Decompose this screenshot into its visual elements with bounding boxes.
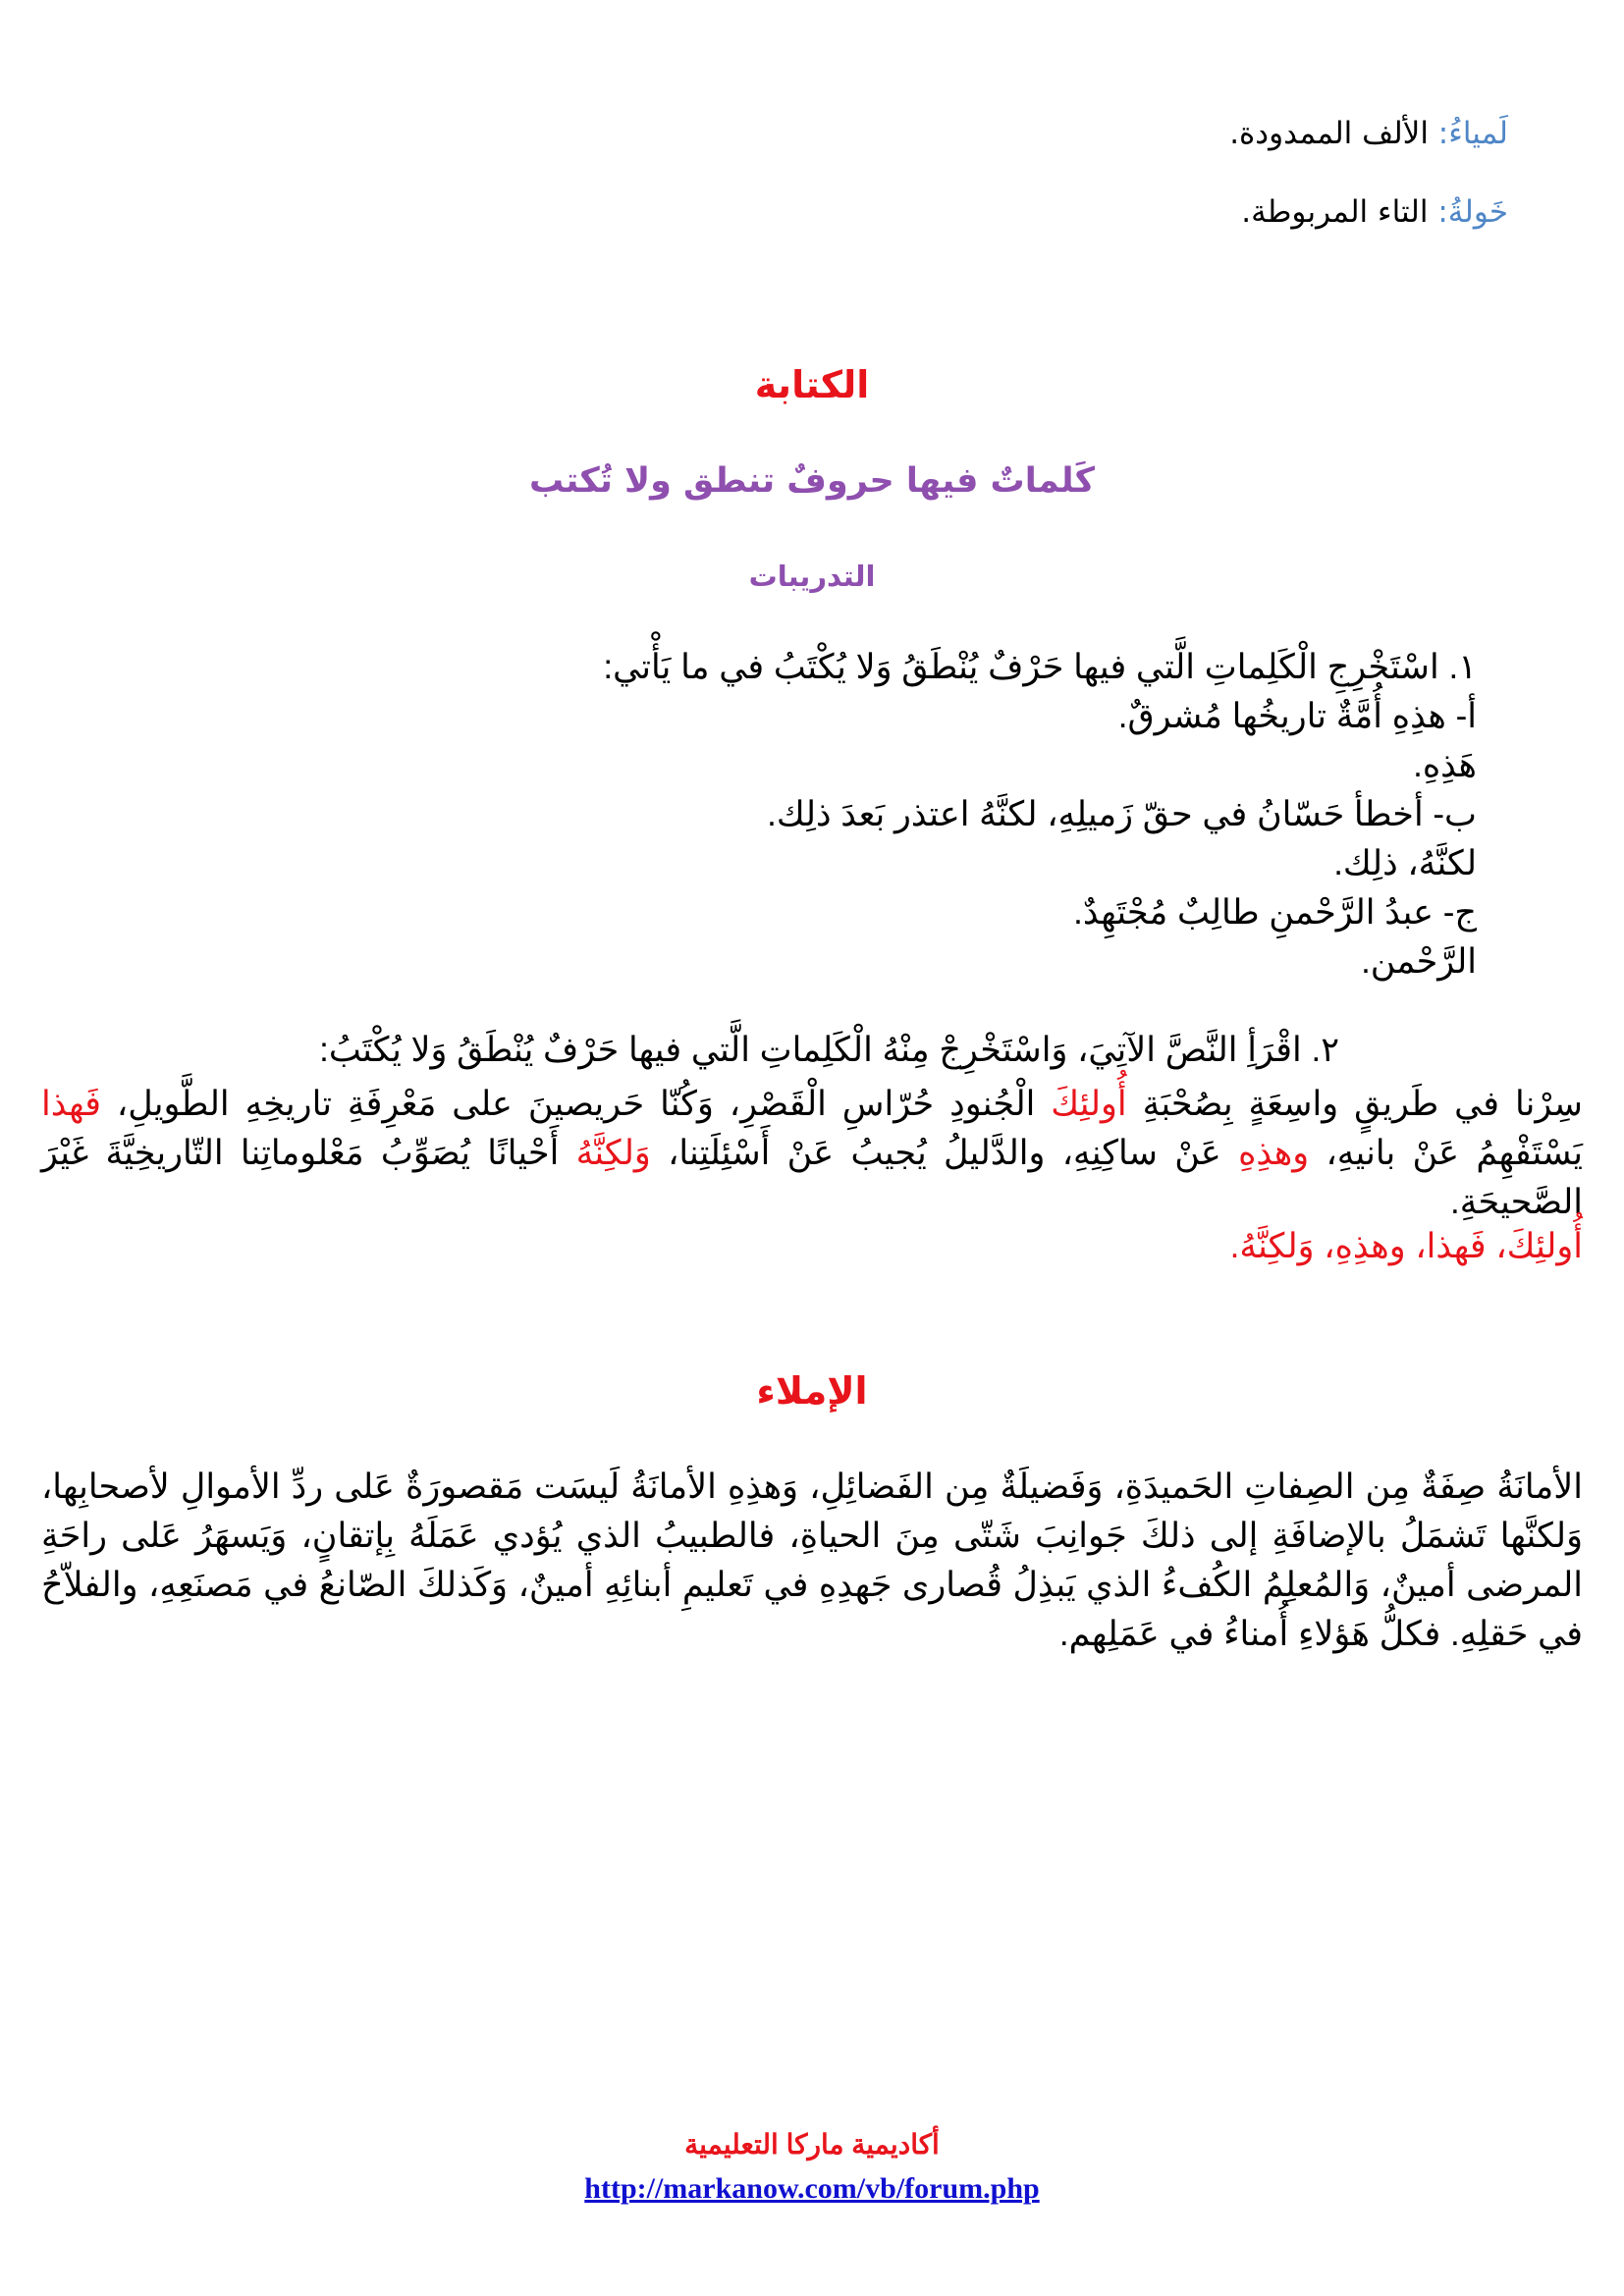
q2-passage-part-3: يَسْتَفْهِمُ عَنْ بانيهِ، <box>1309 1134 1583 1172</box>
q2-highlight-word-4: وَلكِنَّهُ <box>575 1134 651 1172</box>
q2-passage-part-4: عَنْ ساكِنِهِ، والدَّليلُ يُجيبُ عَنْ أَسْئِلَتِنا، <box>650 1134 1239 1172</box>
q1-item-c: ج- عبدُ الرَّحْمنِ طالِبٌ مُجْتَهِدٌ. <box>1073 893 1477 932</box>
q1-prompt: ١. اسْتَخْرِجِ الْكَلِماتِ الَّتي فيها حَرْفٌ يُنْطَقُ وَلا يُكْتَبُ في ما يَأْتي: <box>603 648 1477 686</box>
q1-item-a: أ- هذِهِ أُمَّةٌ تاريخُها مُشرقٌ. <box>1117 697 1477 735</box>
q1-answer-a: هَذِهِ. <box>1413 746 1477 784</box>
q2-passage-part-2: الْجُنودِ حُرّاسِ الْقَصْرِ، وَكُنّا حَريصينَ على مَعْرِفَةِ تاريخِهِ الطَّويلِ، <box>100 1085 1052 1123</box>
q2-passage-part-5: أَحْيانًا يُصَوِّبُ مَعْلوماتِنا التّاريخِيَّةَ غَيْرَ الصَّحيحَةِ. <box>41 1134 1583 1221</box>
intro-text-lamia: الألف الممدودة. <box>1229 116 1438 151</box>
intro-text-khawla: التاء المربوطة. <box>1241 194 1438 230</box>
footer-academy-name: أكاديمية ماركا التعليمية <box>684 2129 940 2160</box>
footer-forum-link[interactable]: http://markanow.com/vb/forum.php <box>584 2172 1040 2205</box>
q2-answer: أُولئِكَ، فَهذا، وهذِهِ، وَلكِنَّهُ. <box>1229 1227 1583 1265</box>
section-subtitle-writing: كَلماتٌ فيها حروفٌ تنطق ولا تُكتب <box>529 461 1095 501</box>
q2-highlight-word-2: فَهذا <box>41 1085 101 1123</box>
q1-answer-b: لكنَّهُ، ذلِك. <box>1333 844 1477 882</box>
intro-line-lamia <box>1229 116 1508 151</box>
q2-highlight-word-1: أُولئِكَ <box>1051 1085 1127 1123</box>
exercises-title: التدريبات <box>748 560 876 593</box>
q2-passage-part-1: سِرْنا في طَريقٍ واسِعَةٍ بِصُحْبَةِ <box>1126 1085 1583 1123</box>
q1-item-b: ب- أخطأ حَسّانُ في حقّ زَميلِهِ، لكنَّهُ اعتذر بَعدَ ذلِك. <box>767 795 1477 833</box>
dictation-paragraph: الأمانَةُ صِفَةٌ مِن الصِفاتِ الحَميدَةِ، وَفَضيلَةٌ مِن الفَضائِلِ، وَهذِهِ الأمانَةُ لَيسَت مَقصورَةٌ عَلى ردِّ الأموالِ لأصحابِها، وَلكنَّها تَشمَلُ بالإضافَةِ إلى ذلكَ جَوانِبَ شَتّى مِنَ الحياةِ، فالطبيبُ الذي يُؤدي عَمَلَهُ بِإتقانٍ، وَيَسهَرُ عَلى راحَةِ المرضى أمينٌ، وَالمُعلِمُ الكُفءُ الذي يَبذِلُ قُصارى جَهدِهِ في تَعليمِ أبنائِهِ أمينٌ، وَكَذلكَ الصّانعُ في مَصنَعِهِ، والفلاّحُ في حَقلِهِ. فكلُّ هَؤلاءِ أُمناءُ في عَمَلِهم. <box>41 1468 1583 1653</box>
q2-passage <box>41 1080 1583 1227</box>
intro-name-lamia: لَمياءُ: <box>1437 116 1508 151</box>
q2-prompt: ٢. اقْرَأِ النَّصَّ الآتِيَ، وَاسْتَخْرِجْ مِنْهُ الْكَلِماتِ الَّتي فيها حَرْفٌ يُنْطَقُ وَلا يُكْتَبُ: <box>319 1031 1339 1069</box>
section-title-dictation: الإملاء <box>756 1369 868 1413</box>
intro-name-khawla: خَولةُ: <box>1437 194 1508 230</box>
section-title-writing: الكتابة <box>754 363 870 406</box>
intro-line-khawla <box>1241 194 1508 230</box>
q1-answer-c: الرَّحْمن. <box>1361 942 1477 981</box>
q2-highlight-word-3: وهذِهِ <box>1238 1134 1310 1172</box>
